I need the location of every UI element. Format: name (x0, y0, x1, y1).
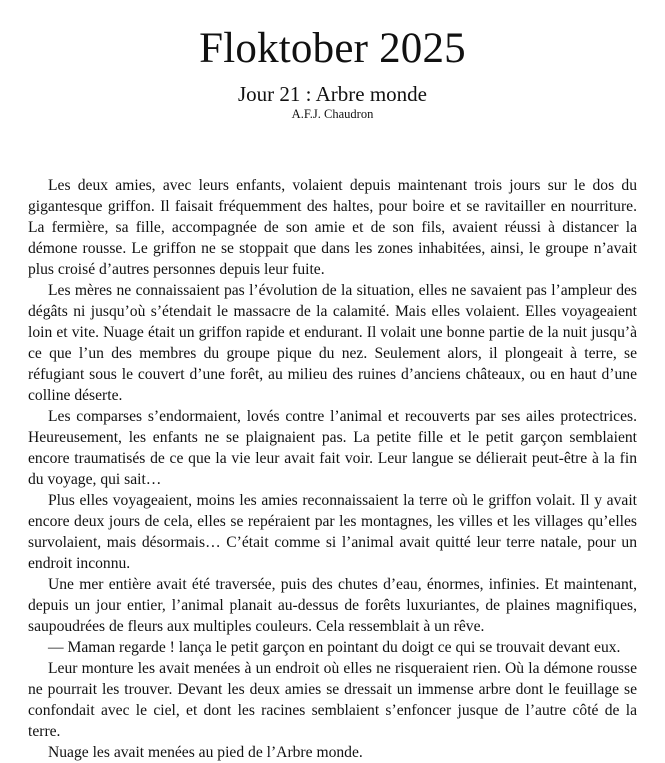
document-title: Floktober 2025 (199, 25, 466, 72)
paragraph: Une mer entière avait été traversée, puis des chutes d’eau, énormes, infinies. Et maintenant, depuis un jour entier, l’animal planait au-dessus de forêts luxuriantes, de plaines magnifiques, saupoudrées de fleurs aux multiples couleurs. Cela ressemblait à un rêve. (28, 576, 637, 635)
document-body (28, 175, 637, 763)
paragraph: Les comparses s’endormaient, lovés contre l’animal et recouverts par ses ailes protectrices. Heureusement, les enfants ne se plaignaient pas. La petite fille et le petit garçon semblaient encore traumatisés de ce que la vie leur avait fait voir. Leur langue se délierait peut-être à la fin du voyage, qui sait… (28, 408, 637, 488)
document-subtitle: Jour 21 : Arbre monde (238, 82, 427, 106)
paragraph: — Maman regarde ! lança le petit garçon en pointant du doigt ce qui se trouvait devant eux. (48, 639, 621, 656)
paragraph: Les mères ne connaissaient pas l’évolution de la situation, elles ne savaient pas l’ampleur des dégâts ni jusqu’où s’étendait le massacre de la calamité. Mais elles volaient. Elles voyageaient loin et vite. Nuage était un griffon rapide et endurant. Il volait une bonne partie de la nuit jusqu’à ce que l’un des membres du groupe pique du nez. Seulement alors, il plongeait à terre, se réfugiant sous le couvert d’une forêt, au milieu des ruines d’anciens châteaux, ou en haut d’une colline déserte. (28, 282, 637, 404)
paragraph: Plus elles voyageaient, moins les amies reconnaissaient la terre où le griffon volait. Il y avait encore deux jours de cela, elles se repéraient par les montagnes, les villes et les villages qu’elles survolaient, mais désormais… C’était comme si l’animal avait quitté leur terre natale, pour un endroit inconnu. (28, 492, 637, 572)
paragraph: Les deux amies, avec leurs enfants, volaient depuis maintenant trois jours sur le dos du gigantesque griffon. Il faisait fréquemment des haltes, pour boire et se ravitailler en nourriture. La fermière, sa fille, accompagnée de son amie et de son fils, avaient réussi à distancer la démone rousse. Le griffon ne se stoppait que dans les zones inhabitées, ainsi, le groupe n’avait plus croisé d’autres personnes depuis leur fuite. (28, 177, 637, 278)
document-author: A.F.J. Chaudron (291, 107, 374, 121)
paragraph: Leur monture les avait menées à un endroit où elles ne risqueraient rien. Où la démone rousse ne pourrait les trouver. Devant les deux amies se dressait un immense arbre dont le feuillage se confondait avec le ciel, et dont les racines semblaient s’enfoncer jusque de l’autre côté de la terre. (28, 660, 637, 740)
paragraph: Nuage les avait menées au pied de l’Arbre monde. (48, 744, 363, 761)
